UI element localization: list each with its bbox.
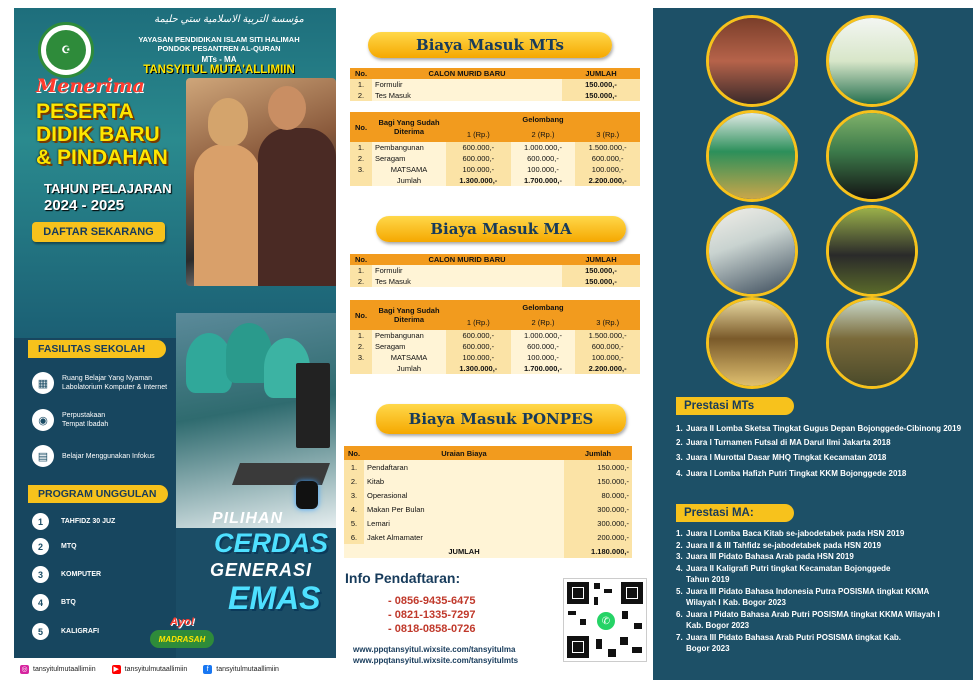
- table-row: [344, 488, 632, 502]
- list-item: [676, 563, 896, 586]
- table-header: Uraian Biaya: [364, 446, 564, 460]
- table-cell: 150.000,-: [562, 265, 640, 276]
- list-number: 4.: [676, 468, 683, 478]
- school-name: TANSYITUL MUTA'ALLIMIIN: [143, 64, 295, 76]
- ma-wave-fee-table: [350, 300, 640, 374]
- list-item: [676, 468, 970, 480]
- table-cell: 100.000,-: [511, 164, 576, 175]
- title-line-2: DIDIK BARU: [36, 123, 160, 146]
- table-cell: 1.300.000,-: [446, 175, 511, 186]
- table-cell: Lemari: [364, 516, 564, 530]
- table-cell: 100.000,-: [446, 164, 511, 175]
- list-number: 4.: [676, 563, 683, 573]
- facility-text: Labolatorium Komputer & Internet: [62, 384, 168, 391]
- table-cell: 6.: [344, 530, 364, 544]
- table-header: 1 (Rp.): [446, 315, 511, 330]
- list-item: [676, 586, 936, 609]
- list-text: Juara I Turnamen Futsal di MA Darul Ilmi Jakarta 2018: [686, 437, 891, 447]
- social-facebook[interactable]: [203, 665, 279, 674]
- youtube-icon: ▶: [113, 666, 119, 673]
- program-number: 3: [32, 566, 49, 583]
- program-label: TAHFIDZ 30 JUZ: [61, 518, 116, 525]
- social-bar: [14, 658, 336, 680]
- table-cell: MATSAMA: [372, 352, 446, 363]
- table-total-row: [344, 544, 632, 558]
- list-number: 5.: [676, 586, 683, 596]
- list-item: [676, 609, 956, 632]
- table-cell: 3.: [344, 488, 364, 502]
- list-item: [676, 540, 970, 552]
- table-cell: Tes Masuk: [372, 276, 562, 287]
- library-icon: ◉: [32, 409, 54, 431]
- table-cell: 2.: [344, 474, 364, 488]
- facility-item: [32, 445, 155, 467]
- photo-circle: [826, 205, 918, 297]
- prestasi-mts-title: Prestasi MTs: [676, 397, 794, 415]
- list-number: 6.: [676, 609, 683, 619]
- table-header: No.: [350, 300, 372, 330]
- table-cell: 100.000,-: [446, 352, 511, 363]
- list-text: Juara I Pidato Bahasa Arab Putri POSISMA tingkat KKMA Wilayah I Kab. Bogor 2023: [686, 609, 940, 630]
- table-cell: 1.: [350, 265, 372, 276]
- photo-circle: [826, 297, 918, 389]
- table-row: [350, 341, 640, 352]
- program-label: MTQ: [61, 543, 77, 550]
- left-panel: [14, 8, 336, 680]
- table-cell: Formulir: [372, 265, 562, 276]
- table-row: [350, 164, 640, 175]
- table-cell: 150.000,-: [564, 474, 632, 488]
- table-cell: 1.300.000,-: [446, 363, 511, 374]
- table-row: [344, 516, 632, 530]
- projector-icon: ▤: [32, 445, 54, 467]
- list-item: [676, 528, 970, 540]
- slogan-emas: EMAS: [228, 580, 321, 616]
- table-cell: 1.: [350, 330, 372, 341]
- list-number: 7.: [676, 632, 683, 642]
- list-item: [676, 452, 970, 464]
- table-cell: 1.000.000,-: [511, 330, 576, 341]
- photo-circle: [706, 205, 798, 297]
- table-cell: 1.: [350, 142, 372, 153]
- facility-item: [32, 372, 167, 394]
- qr-code[interactable]: [563, 578, 647, 662]
- table-cell: 600.000,-: [575, 341, 640, 352]
- table-cell: 150.000,-: [562, 79, 640, 90]
- table-row: [350, 330, 640, 341]
- table-cell: Operasional: [364, 488, 564, 502]
- phone-number[interactable]: - 0818-0858-0726: [388, 623, 476, 635]
- table-cell: 300.000,-: [564, 516, 632, 530]
- table-header: CALON MURID BARU: [372, 254, 562, 265]
- table-cell: 1.500.000,-: [575, 142, 640, 153]
- facebook-icon: f: [203, 665, 212, 674]
- table-cell: 200.000,-: [564, 530, 632, 544]
- program-number: 2: [32, 538, 49, 555]
- program-number: 4: [32, 594, 49, 611]
- slogan-cerdas: CERDAS: [214, 528, 329, 558]
- table-cell: 1.700.000,-: [511, 175, 576, 186]
- prestasi-mts-list: [676, 423, 970, 479]
- table-header: 1 (Rp.): [446, 127, 511, 142]
- menerima-label: Menerima: [36, 75, 145, 97]
- register-now-button[interactable]: DAFTAR SEKARANG: [32, 222, 165, 242]
- table-row: [350, 79, 640, 90]
- facility-text: Perpustakaan: [62, 412, 106, 419]
- table-total-row: [350, 175, 640, 186]
- list-item: [676, 423, 970, 435]
- website-link[interactable]: www.ppqtansyitul.wixsite.com/tansyitulma: [353, 645, 516, 654]
- social-handle: tansyitulmutaallimiin: [33, 665, 96, 673]
- table-cell: Jumlah: [372, 363, 446, 374]
- table-cell: Formulir: [372, 79, 562, 90]
- table-header: JUMLAH: [562, 254, 640, 265]
- program-number: 5: [32, 623, 49, 640]
- table-header: CALON MURID BARU: [372, 68, 562, 79]
- list-item: [676, 632, 916, 655]
- phone-number[interactable]: - 0821-1335-7297: [388, 609, 476, 621]
- facility-text: Tempat Ibadah: [62, 421, 109, 428]
- program-label: BTQ: [61, 599, 76, 606]
- program-item: [32, 566, 101, 583]
- list-text: Juara I Lomba Hafizh Putri Tingkat KKM Bojonggede 2018: [686, 468, 907, 478]
- table-cell: 2.: [350, 153, 372, 164]
- table-cell: Seragam: [372, 341, 446, 352]
- table-cell: 2.: [350, 341, 372, 352]
- table-header: Bagi Yang Sudah Diterima: [372, 112, 446, 142]
- program-item: [32, 623, 99, 640]
- table-row: [344, 530, 632, 544]
- parents-photo: [186, 78, 336, 286]
- table-cell: 80.000,-: [564, 488, 632, 502]
- table-cell: 300.000,-: [564, 502, 632, 516]
- mts-registration-table: [350, 68, 640, 101]
- table-row: [344, 502, 632, 516]
- table-cell: 1.: [344, 460, 364, 474]
- table-cell: 4.: [344, 502, 364, 516]
- prestasi-ma-title: Prestasi MA:: [676, 504, 794, 522]
- table-cell: 100.000,-: [575, 164, 640, 175]
- academic-years: 2024 - 2025: [44, 197, 125, 214]
- social-youtube[interactable]: [112, 665, 188, 674]
- table-cell: 600.000,-: [511, 341, 576, 352]
- social-handle: tansyitulmutaallimiin: [124, 665, 188, 673]
- table-cell: Pembangunan: [372, 330, 446, 341]
- prestasi-ma-list: [676, 528, 970, 655]
- social-instagram[interactable]: [20, 665, 96, 674]
- foundation-name: [106, 35, 332, 53]
- table-header: Jumlah: [564, 446, 632, 460]
- title-line-3: & PINDAHAN: [36, 146, 168, 169]
- table-header: 2 (Rp.): [511, 315, 576, 330]
- table-cell: Jumlah: [372, 175, 446, 186]
- table-cell: Makan Per Bulan: [364, 502, 564, 516]
- program-label: KOMPUTER: [61, 571, 102, 578]
- ponpes-fee-table: [344, 446, 632, 558]
- list-text: Juara III Pidato Bahasa Indonesia Putra POSISMA tingkat KKMA Wilayah I Kab. Bogor 2023: [686, 586, 930, 607]
- table-cell: 1.180.000,-: [564, 544, 632, 558]
- table-row: [344, 460, 632, 474]
- table-cell: 600.000,-: [446, 341, 511, 352]
- table-cell: 100.000,-: [511, 352, 576, 363]
- list-text: Juara III Pidato Bahasa Arab Putri POSISMA tingkat Kab. Bogor 2023: [686, 632, 902, 653]
- table-cell: 1.700.000,-: [511, 363, 576, 374]
- table-cell: 1.000.000,-: [511, 142, 576, 153]
- table-cell: MATSAMA: [372, 164, 446, 175]
- students-computer-photo: [176, 313, 336, 528]
- table-header: No.: [350, 254, 372, 265]
- table-cell: 1.: [350, 79, 372, 90]
- whatsapp-icon: ✆: [597, 612, 615, 630]
- table-header: No.: [344, 446, 364, 460]
- table-cell: 600.000,-: [446, 153, 511, 164]
- website-link[interactable]: www.ppqtansyitul.wixsite.com/tansyitulmts: [353, 656, 519, 665]
- ayo-text: Ayo!: [170, 616, 195, 628]
- table-header: Bagi Yang Sudah Diterima: [372, 300, 446, 330]
- table-cell: 3.: [350, 352, 372, 363]
- table-row: [344, 474, 632, 488]
- table-cell: 5.: [344, 516, 364, 530]
- list-number: 3.: [676, 552, 683, 561]
- program-label: KALIGRAFI: [61, 628, 100, 635]
- list-number: 1.: [676, 424, 683, 433]
- table-cell: 2.200.000,-: [575, 175, 640, 186]
- photo-circle: [826, 15, 918, 107]
- computer-lab-icon: ▦: [32, 372, 54, 394]
- table-cell: 150.000,-: [564, 460, 632, 474]
- phone-number[interactable]: - 0856-9435-6475: [388, 595, 476, 607]
- program-item: [32, 513, 115, 530]
- list-text: Juara II Lomba Sketsa Tingkat Gugus Depan Bojonggede-Cibinong 2019: [686, 424, 962, 433]
- mts-wave-fee-table: [350, 112, 640, 186]
- table-header: JUMLAH: [562, 68, 640, 79]
- list-text: Juara I Lomba Baca Kitab se-jabodetabek pada HSN 2019: [686, 529, 905, 538]
- table-row: [350, 90, 640, 101]
- table-cell: Pendaftaran: [364, 460, 564, 474]
- table-header: Gelombang: [446, 112, 640, 127]
- school-logo: ☪: [38, 22, 94, 78]
- table-row: [350, 276, 640, 287]
- photo-circle: [706, 110, 798, 202]
- table-row: [350, 142, 640, 153]
- slogan-pilihan: PILIHAN: [212, 510, 283, 527]
- table-cell: 2.: [350, 276, 372, 287]
- list-text: Juara II Kaligrafi Putri tingkat Kecamatan Bojonggede Tahun 2019: [686, 563, 891, 584]
- social-handle: tansyitulmutaallimiin: [216, 665, 279, 673]
- arabic-header: مؤسسة التربية الاسلامية ستي حليمة: [154, 14, 304, 25]
- program-number: 1: [32, 513, 49, 530]
- program-title: PROGRAM UNGGULAN: [28, 485, 168, 503]
- facility-text: Ruang Belajar Yang Nyaman: [62, 375, 153, 382]
- table-cell: 100.000,-: [575, 352, 640, 363]
- table-header: 3 (Rp.): [575, 315, 640, 330]
- list-text: Juara II & III Tahfidz se-jabodetabek pada HSN 2019: [686, 540, 882, 550]
- table-header: No.: [350, 112, 372, 142]
- list-text: Juara III Pidato Bahasa Arab pada HSN 2019: [686, 552, 854, 561]
- list-item: [676, 551, 970, 563]
- table-cell: 600.000,-: [446, 142, 511, 153]
- photo-circle: [826, 110, 918, 202]
- table-cell: JUMLAH: [364, 544, 564, 558]
- info-title: Info Pendaftaran:: [345, 570, 461, 586]
- table-header: 3 (Rp.): [575, 127, 640, 142]
- table-cell: Tes Masuk: [372, 90, 562, 101]
- table-row: [350, 352, 640, 363]
- list-number: 3.: [676, 453, 683, 462]
- program-item: [32, 538, 77, 555]
- table-cell: Seragam: [372, 153, 446, 164]
- school-levels: MTs - MA: [201, 55, 237, 64]
- table-cell: 600.000,-: [575, 153, 640, 164]
- table-cell: 600.000,-: [511, 153, 576, 164]
- list-text: Juara I Murottal Dasar MHQ Tingkat Kecamatan 2018: [686, 453, 887, 462]
- list-number: 2.: [676, 540, 683, 550]
- table-cell: Jaket Almamater: [364, 530, 564, 544]
- ma-fee-title: Biaya Masuk MA: [376, 216, 626, 242]
- slogan-generasi: GENERASI: [210, 560, 313, 580]
- table-cell: 2.: [350, 90, 372, 101]
- table-cell: 3.: [350, 164, 372, 175]
- table-cell: 1.500.000,-: [575, 330, 640, 341]
- facility-item: [32, 409, 108, 431]
- table-row: [350, 265, 640, 276]
- list-number: 2.: [676, 437, 683, 447]
- list-item: [676, 437, 970, 449]
- ayo-madrasah-badge: [150, 616, 214, 656]
- table-cell: 600.000,-: [446, 330, 511, 341]
- photo-circle: [706, 297, 798, 389]
- foundation-line-2: PONDOK PESANTREN AL-QURAN: [157, 44, 281, 53]
- photo-circle: [706, 15, 798, 107]
- table-cell: Kitab: [364, 474, 564, 488]
- academic-year-label: TAHUN PELAJARAN: [44, 181, 172, 196]
- list-number: 1.: [676, 529, 683, 538]
- ponpes-fee-title: Biaya Masuk PONPES: [376, 404, 626, 434]
- table-header: 2 (Rp.): [511, 127, 576, 142]
- program-item: [32, 594, 76, 611]
- table-cell: 2.200.000,-: [575, 363, 640, 374]
- table-row: [350, 153, 640, 164]
- ma-registration-table: [350, 254, 640, 287]
- foundation-line-1: YAYASAN PENDIDIKAN ISLAM SITI HALIMAH: [138, 35, 300, 44]
- main-title: [36, 100, 168, 169]
- table-header: No.: [350, 68, 372, 79]
- madrasah-text: MADRASAH: [150, 630, 214, 648]
- mts-fee-title: Biaya Masuk MTs: [368, 32, 612, 58]
- fasilitas-title: FASILITAS SEKOLAH: [28, 340, 166, 358]
- table-cell: 150.000,-: [562, 276, 640, 287]
- instagram-icon: ◎: [21, 666, 28, 673]
- title-line-1: PESERTA: [36, 100, 134, 123]
- table-header: Gelombang: [446, 300, 640, 315]
- facility-text: Belajar Menggunakan Infokus: [62, 452, 155, 460]
- table-cell: Pembangunan: [372, 142, 446, 153]
- table-cell: 150.000,-: [562, 90, 640, 101]
- table-total-row: [350, 363, 640, 374]
